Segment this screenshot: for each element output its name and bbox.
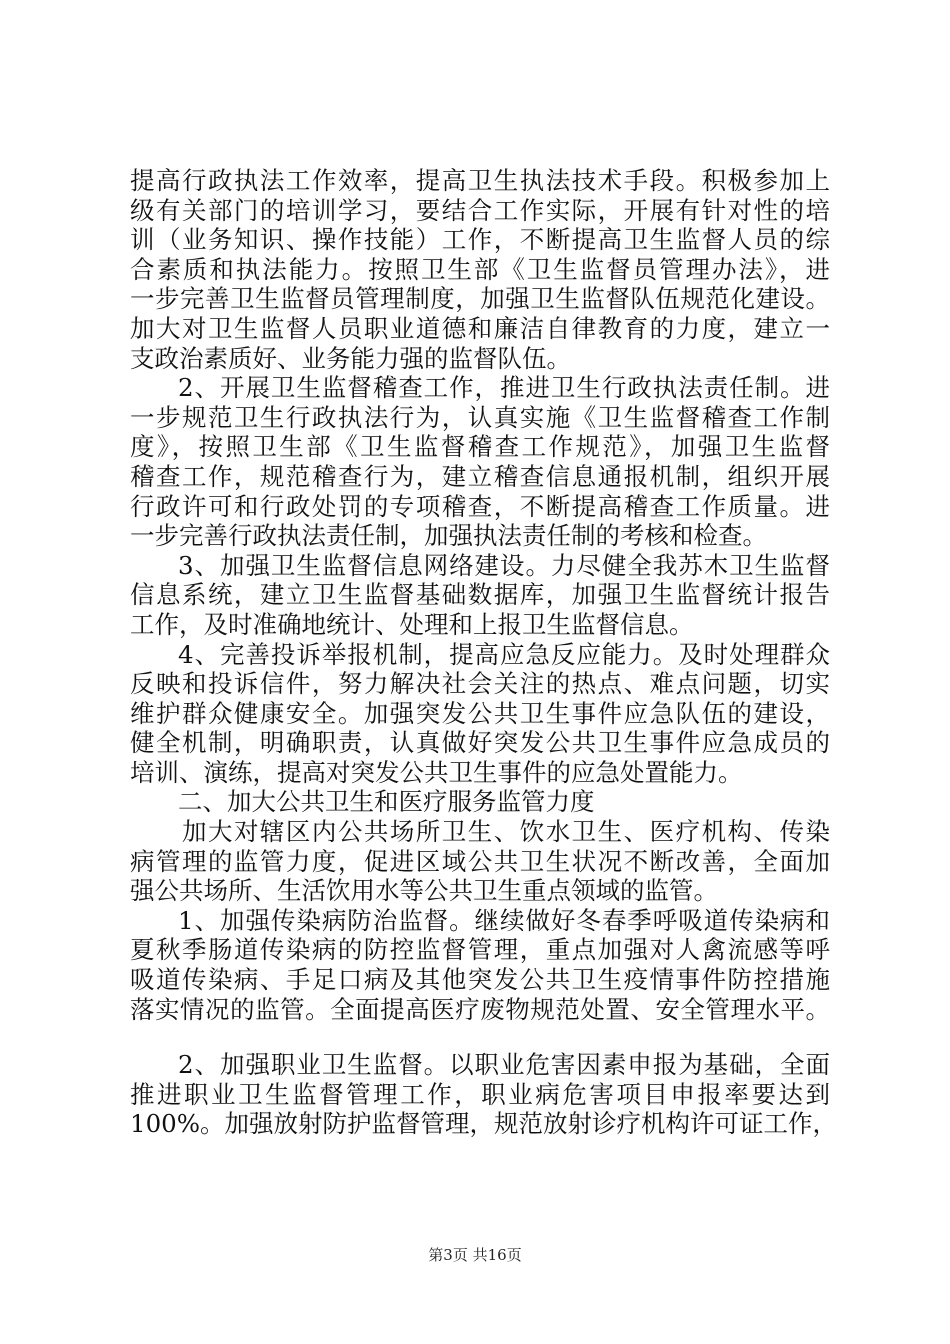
text-line: 推进职业卫生监督管理工作，职业病危害项目申报率要达到: [130, 1079, 830, 1109]
text-line: 2、开展卫生监督稽查工作，推进卫生行政执法责任制。进: [178, 373, 830, 403]
text-line: 加大对卫生监督人员职业道德和廉洁自律教育的力度，建立一: [130, 313, 830, 343]
text-line: 级有关部门的培训学习，要结合工作实际，开展有针对性的培: [130, 195, 830, 225]
text-line: 健全机制，明确职责，认真做好突发公共卫生事件应急成员的: [130, 728, 830, 758]
text-line: 1、加强传染病防治监督。继续做好冬春季呼吸道传染病和: [178, 905, 830, 935]
document-body: [130, 166, 838, 1139]
text-line: 3、加强卫生监督信息网络建设。力尽健全我苏木卫生监督: [178, 550, 830, 580]
text-line: 度》，按照卫生部《卫生监督稽查工作规范》，加强卫生监督: [130, 432, 830, 462]
text-line: 2、加强职业卫生监督。以职业危害因素申报为基础，全面: [178, 1050, 830, 1080]
text-line: 稽查工作，规范稽查行为，建立稽查信息通报机制，组织开展: [130, 461, 830, 491]
text-line: 反映和投诉信件，努力解决社会关注的热点、难点问题，切实: [130, 669, 830, 699]
text-line: 落实情况的监管。全面提高医疗废物规范处置、安全管理水平。: [130, 994, 830, 1024]
text-line: 强公共场所、生活饮用水等公共卫生重点领域的监管。: [130, 876, 718, 906]
text-line: 加大对辖区内公共场所卫生、饮水卫生、医疗机构、传染: [182, 817, 830, 847]
text-line: 提高行政执法工作效率，提高卫生执法技术手段。积极参加上: [130, 166, 830, 195]
text-line: 100%。加强放射防护监督管理，规范放射诊疗机构许可证工作，: [130, 1109, 838, 1139]
text-line: 维护群众健康安全。加强突发公共卫生事件应急队伍的建设，: [130, 698, 830, 728]
text-line: 一步完善卫生监督员管理制度，加强卫生监督队伍规范化建设。: [130, 284, 830, 314]
text-line: 培训、演练，提高对突发公共卫生事件的应急处置能力。: [130, 757, 743, 787]
text-line: 吸道传染病、手足口病及其他突发公共卫生疫情事件防控措施: [130, 965, 830, 995]
text-line: 训（业务知识、操作技能）工作，不断提高卫生监督人员的综: [130, 225, 830, 255]
text-line: 4、完善投诉举报机制，提高应急反应能力。及时处理群众: [178, 639, 830, 669]
text-line: 夏秋季肠道传染病的防控监督管理，重点加强对人禽流感等呼: [130, 935, 830, 965]
text-line: 一步完善行政执法责任制，加强执法责任制的考核和检查。: [130, 521, 767, 551]
text-line: 一步规范卫生行政执法行为，认真实施《卫生监督稽查工作制: [130, 402, 830, 432]
paragraph-gap: [130, 1024, 830, 1050]
text-line: 合素质和执法能力。按照卫生部《卫生监督员管理办法》，进: [130, 254, 830, 284]
text-line: 病管理的监管力度，促进区域公共卫生状况不断改善，全面加: [130, 846, 830, 876]
text-line: 行政许可和行政处罚的专项稽查，不断提高稽查工作质量。进: [130, 491, 830, 521]
section-heading: 二、加大公共卫生和医疗服务监管力度: [178, 787, 595, 817]
text-line: 信息系统，建立卫生监督基础数据库，加强卫生监督统计报告: [130, 580, 830, 610]
text-line: 支政治素质好、业务能力强的监督队伍。: [130, 343, 571, 373]
text-line: 工作，及时准确地统计、处理和上报卫生监督信息。: [130, 609, 694, 639]
page-number-footer: 第3页 共16页: [428, 1246, 522, 1264]
